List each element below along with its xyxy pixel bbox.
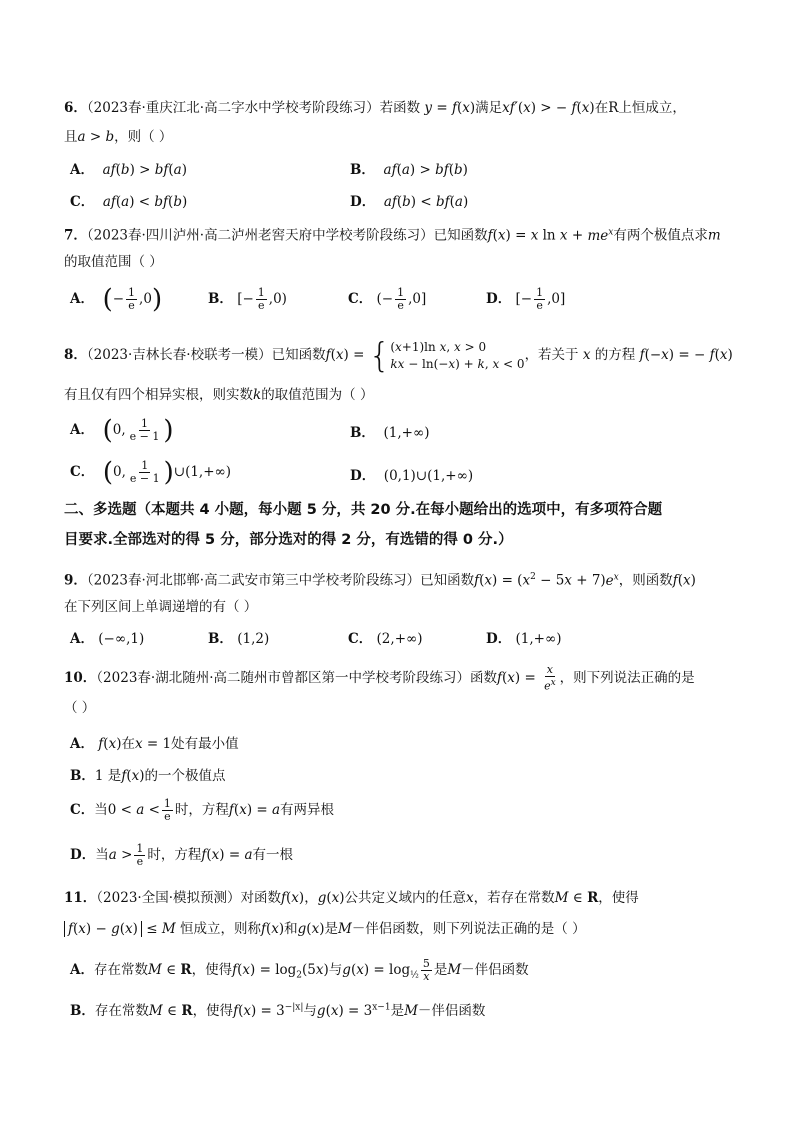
question-9-line-2: 在下列区间上单调递增的有（ ） bbox=[64, 599, 258, 615]
option-10d[interactable]: D．当a > $\frac{1}{e}$ 时，方程f(x) = a有一根 bbox=[70, 842, 294, 868]
option-7c[interactable]: C． (− $\frac{1}{e}$ ,0] bbox=[348, 286, 427, 312]
question-8-line-2: 有且仅有四个相异实根，则实数k的取值范围为（ ） bbox=[64, 387, 374, 403]
option-11a[interactable]: A．存在常数M ∈ R，使得$f(x) = \log_2(5x)$与$g(x) = \log_{\frac{1}{2}}$ $\frac{5}{x}$ 是M－伴侣函数 bbox=[70, 957, 529, 983]
option-10c[interactable]: C．当0 < a < $\frac{1}{e}$ 时，方程f(x) = a有两异根 bbox=[70, 797, 335, 823]
option-6c[interactable]: C． af(a) < bf(b) bbox=[70, 194, 188, 210]
question-7-line-2: 的取值范围（ ） bbox=[64, 254, 163, 270]
option-6d[interactable]: D． af(b) < bf(a) bbox=[350, 194, 469, 210]
option-8c[interactable]: C． (0, $\frac{1}{e - 1}$ )∪(1,+∞) bbox=[70, 457, 232, 488]
option-10a[interactable]: A． f(x)在x = 1处有最小值 bbox=[70, 736, 239, 752]
question-11-line-2: f(x) − g(x) ≤ M 恒成立，则称f(x)和g(x)是M－伴侣函数，则下列说法正确的是（ ） bbox=[64, 919, 586, 939]
option-10b[interactable]: B．1 是f(x)的一个极值点 bbox=[70, 768, 226, 784]
option-8a[interactable]: A． (0, $\frac{1}{e - 1}$ ) bbox=[70, 415, 174, 446]
option-6b[interactable]: B． af(a) > bf(b) bbox=[350, 162, 468, 178]
option-8d[interactable]: D． (0,1)∪(1,+∞) bbox=[350, 468, 474, 484]
question-6-line-1: 6．（2023春·重庆江北·高二字水中学校考阶段练习）若函数 y = f(x)满足xf′(x) > − f(x)在R上恒成立， bbox=[64, 100, 686, 116]
question-11-line-1: 11．（2023·全国·模拟预测）对函数f(x)，g(x)公共定义域内的任意x，若存在常数M ∈ R，使得 bbox=[64, 890, 639, 906]
option-7d[interactable]: D． [− $\frac{1}{e}$ ,0] bbox=[486, 286, 566, 312]
section-heading-line-2: 目要求.全部选对的得 5 分，部分选对的得 2 分，有选错的得 0 分.） bbox=[64, 532, 513, 548]
option-9d[interactable]: D． (1,+∞) bbox=[486, 631, 562, 647]
question-7-line-1: 7．（2023春·四川泸州·高二泸州老窖天府中学校考阶段练习）已知函数f(x) = x $\ln x + me^x$有两个极值点求m bbox=[64, 227, 721, 244]
section-heading-line-1: 二、多选题（本题共 4 小题，每小题 5 分，共 20 分.在每小题给出的选项中，有多项符合题 bbox=[64, 502, 663, 518]
question-number: 6． bbox=[64, 100, 87, 116]
question-8-line-1: 8．（2023·吉林长春·校联考一模）已知函数f(x) = {(x+1)ln x, x > 0 kx − ln(−x) + k, x < 0，若关于 x 的方程 f(−x) = − f(x) bbox=[64, 335, 733, 376]
math-expr: y bbox=[424, 100, 433, 116]
question-source: （2023春·重庆江北·高二字水中学校考阶段练习） bbox=[86, 100, 380, 116]
option-7b[interactable]: B． [− $\frac{1}{e}$ ,0) bbox=[208, 286, 287, 312]
option-9b[interactable]: B． (1,2) bbox=[208, 631, 270, 647]
question-10-line-1: 10．（2023春·湖北随州·高二随州市曾都区第一中学校考阶段练习）函数f(x) = $\frac{x}{e^x}$ ，则下列说法正确的是 bbox=[64, 663, 695, 693]
option-9a[interactable]: A． (−∞,1) bbox=[70, 631, 145, 647]
option-6a[interactable]: A． af(b) > bf(a) bbox=[70, 162, 187, 178]
question-10-line-2: （ ） bbox=[64, 700, 96, 716]
question-9-line-1: 9．（2023春·河北邯郸·高二武安市第三中学校考阶段练习）已知函数$f(x) = (x^2 - 5x + 7)e^x$，则函数f(x) bbox=[64, 572, 696, 589]
option-8b[interactable]: B． (1,+∞) bbox=[350, 425, 430, 441]
math-expr: xf′ bbox=[502, 100, 518, 116]
option-11b[interactable]: B．存在常数M ∈ R，使得$f(x) = 3^{-|x|}$与$g(x) = 3^{x-1}$是M－伴侣函数 bbox=[70, 1002, 486, 1019]
option-9c[interactable]: C． (2,+∞) bbox=[348, 631, 423, 647]
question-6-line-2: 且a > b，则（ ） bbox=[64, 129, 173, 145]
option-7a[interactable]: A． (− $\frac{1}{e}$ ,0) bbox=[70, 284, 163, 315]
